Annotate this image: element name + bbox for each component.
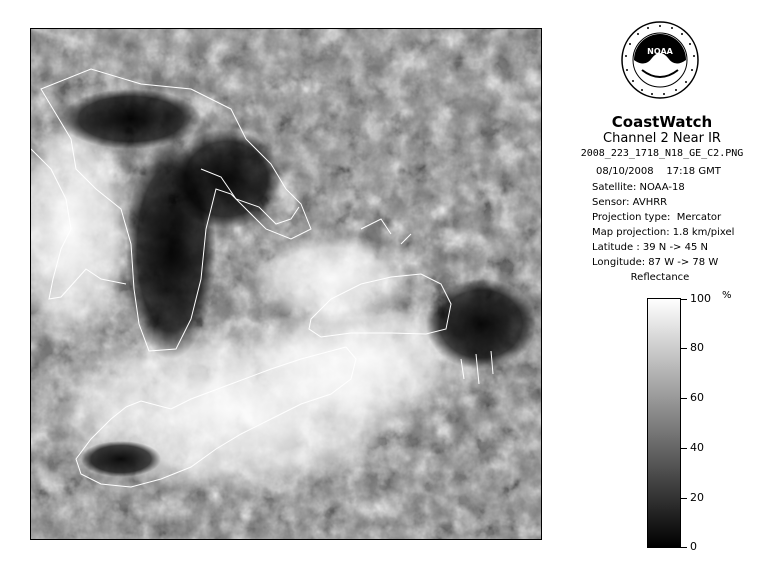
tick-mark <box>681 348 687 349</box>
product-title: CoastWatch <box>611 113 713 131</box>
date-time: 08/10/2008 17:18 GMT <box>596 166 721 177</box>
tick-mark <box>681 448 687 449</box>
tick-mark <box>681 498 687 499</box>
tick-mark <box>681 398 687 399</box>
legend-title: Reflectance <box>630 272 690 283</box>
map-projection: Map projection: 1.8 km/pixel <box>592 227 735 238</box>
svg-text:NOAA: NOAA <box>647 47 673 56</box>
tick-label: 100 <box>690 292 711 305</box>
tick-label: 40 <box>690 441 704 454</box>
tick-label: 80 <box>690 341 704 354</box>
tick-label: 0 <box>690 540 697 553</box>
channel-label: Channel 2 Near IR <box>603 131 721 146</box>
noaa-logo-icon <box>620 18 700 106</box>
legend-unit: % <box>722 290 732 301</box>
satellite-image <box>30 28 542 540</box>
tick-label: 60 <box>690 391 704 404</box>
tick-mark <box>681 299 687 300</box>
satellite-label: Satellite: NOAA-18 <box>592 182 685 193</box>
sensor-label: Sensor: AVHRR <box>592 197 668 208</box>
tick-label: 20 <box>690 491 704 504</box>
longitude-range: Longitude: 87 W -> 78 W <box>592 257 719 268</box>
cloud-imagery <box>31 29 542 540</box>
projection-type: Projection type: Mercator <box>592 212 722 223</box>
latitude-range: Latitude : 39 N -> 45 N <box>592 242 708 253</box>
tick-mark <box>681 547 687 548</box>
reflectance-colorbar <box>647 298 681 548</box>
file-name: 2008_223_1718_N18_GE_C2.PNG <box>580 148 744 159</box>
